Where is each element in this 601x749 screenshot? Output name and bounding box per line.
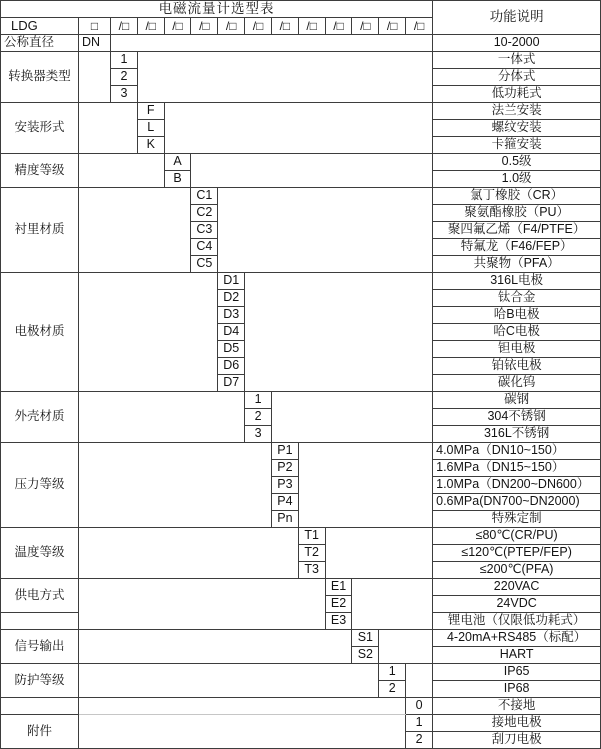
desc-cell: 钽电极 (433, 341, 601, 358)
desc-cell: 0.5级 (433, 154, 601, 171)
spacer-cell (164, 103, 432, 154)
desc-cell: 分体式 (433, 69, 601, 86)
section-label: 附件 (1, 715, 79, 749)
desc-cell: 法兰安装 (433, 103, 601, 120)
code-cell: E2 (325, 596, 352, 613)
code-cell: D2 (218, 290, 245, 307)
code-cell: K (137, 137, 164, 154)
code-cell: T2 (298, 545, 325, 562)
section-label: 转换器类型 (1, 52, 79, 103)
section-label: 压力等级 (1, 443, 79, 528)
spacer-cell (79, 443, 272, 528)
desc-cell: 共聚物（PFA） (433, 256, 601, 273)
model-code-slot: /□ (325, 18, 352, 35)
desc-cell: 碳钢 (433, 392, 601, 409)
desc-cell: 卡箍安装 (433, 137, 601, 154)
desc-cell: 不接地 (433, 698, 601, 715)
desc-cell: 哈C电极 (433, 324, 601, 341)
code-cell: B (164, 171, 191, 188)
desc-cell: 接地电极 (433, 715, 601, 732)
code-cell: D7 (218, 375, 245, 392)
desc-cell: HART (433, 647, 601, 664)
spacer-cell (298, 443, 432, 528)
model-code-slot: /□ (406, 18, 433, 35)
code-cell: DN (79, 35, 111, 52)
model-code-slot: /□ (271, 18, 298, 35)
desc-cell: 刮刀电极 (433, 732, 601, 749)
spacer-cell (79, 392, 245, 443)
desc-cell: 1.6MPa（DN15~150） (433, 460, 601, 477)
code-cell: P3 (271, 477, 298, 494)
spacer-cell (191, 154, 433, 188)
desc-cell: 铂铱电极 (433, 358, 601, 375)
section-label: 外壳材质 (1, 392, 79, 443)
code-cell: T3 (298, 562, 325, 579)
code-cell: 2 (406, 732, 433, 749)
empty-label-cell (1, 613, 79, 630)
desc-cell: 304不锈钢 (433, 409, 601, 426)
code-cell: D1 (218, 273, 245, 290)
section-label: 公称直径 (1, 35, 79, 52)
code-cell: D3 (218, 307, 245, 324)
desc-cell: 聚氨酯橡胶（PU） (433, 205, 601, 222)
code-cell: C2 (191, 205, 218, 222)
spacer-cell (79, 528, 299, 579)
desc-cell: ≤80℃(CR/PU) (433, 528, 601, 545)
desc-cell: 24VDC (433, 596, 601, 613)
code-cell: C5 (191, 256, 218, 273)
desc-cell: 特氟龙（F46/FEP） (433, 239, 601, 256)
model-code-slot: /□ (137, 18, 164, 35)
section-label: 衬里材质 (1, 188, 79, 273)
model-code-slot: /□ (164, 18, 191, 35)
model-code-slot: /□ (218, 18, 245, 35)
spacer-cell (111, 35, 433, 52)
desc-cell: 特殊定制 (433, 511, 601, 528)
code-cell: 3 (111, 86, 138, 103)
desc-cell: 0.6MPa(DN700~DN2000) (433, 494, 601, 511)
empty-label-cell (1, 698, 79, 715)
desc-cell: 1.0MPa（DN200~DN600） (433, 477, 601, 494)
code-cell: P4 (271, 494, 298, 511)
desc-cell: 4-20mA+RS485（标配） (433, 630, 601, 647)
desc-cell: IP68 (433, 681, 601, 698)
spacer-cell (79, 52, 111, 103)
desc-cell: 10-2000 (433, 35, 601, 52)
code-cell: C1 (191, 188, 218, 205)
spacer-cell (218, 188, 433, 273)
code-cell: 3 (245, 426, 272, 443)
function-description-header: 功能说明 (433, 1, 601, 35)
model-code-slot: /□ (191, 18, 218, 35)
section-label: 温度等级 (1, 528, 79, 579)
desc-cell: 4.0MPa（DN10~150） (433, 443, 601, 460)
desc-cell: 316L电极 (433, 273, 601, 290)
code-cell: D5 (218, 341, 245, 358)
model-code-slot: /□ (352, 18, 379, 35)
section-label: 安装形式 (1, 103, 79, 154)
desc-cell: 哈B电极 (433, 307, 601, 324)
spacer-cell (325, 528, 433, 579)
desc-cell: 钛合金 (433, 290, 601, 307)
model-prefix: LDG (1, 18, 79, 35)
spacer-cell (79, 103, 138, 154)
model-code-slot: /□ (245, 18, 272, 35)
desc-cell: 220VAC (433, 579, 601, 596)
spacer-cell (245, 273, 433, 392)
section-label: 电极材质 (1, 273, 79, 392)
code-cell: E3 (325, 613, 352, 630)
desc-cell: ≤120℃(PTEP/FEP) (433, 545, 601, 562)
code-cell: 2 (245, 409, 272, 426)
spacer-cell (79, 579, 326, 630)
code-cell: S2 (352, 647, 379, 664)
desc-cell: 碳化钨 (433, 375, 601, 392)
desc-cell: 螺纹安装 (433, 120, 601, 137)
desc-cell: 氯丁橡胶（CR） (433, 188, 601, 205)
code-cell: L (137, 120, 164, 137)
spacer-cell (379, 630, 433, 664)
spacer-cell (79, 273, 218, 392)
spacer-cell (79, 154, 165, 188)
model-base-slot: □ (79, 18, 111, 35)
model-code-slot: /□ (379, 18, 406, 35)
desc-cell: 锂电池（仅限低功耗式） (433, 613, 601, 630)
code-cell: E1 (325, 579, 352, 596)
section-label: 精度等级 (1, 154, 79, 188)
desc-cell: 低功耗式 (433, 86, 601, 103)
desc-cell: 一体式 (433, 52, 601, 69)
code-cell: 1 (245, 392, 272, 409)
code-cell: 2 (379, 681, 406, 698)
desc-cell: 316L不锈钢 (433, 426, 601, 443)
spacer-cell (79, 664, 379, 698)
desc-cell: 聚四氟乙烯（F4/PTFE） (433, 222, 601, 239)
code-cell: T1 (298, 528, 325, 545)
spacer-cell (79, 188, 191, 273)
code-cell: F (137, 103, 164, 120)
model-code-slot: /□ (111, 18, 138, 35)
code-cell: 0 (406, 698, 433, 715)
desc-cell: 1.0级 (433, 171, 601, 188)
code-cell: 2 (111, 69, 138, 86)
section-label: 供电方式 (1, 579, 79, 613)
spacer-cell (352, 579, 433, 630)
desc-cell: ≤200℃(PFA) (433, 562, 601, 579)
table-title: 电磁流量计选型表 (1, 1, 433, 18)
spacer-cell (137, 52, 432, 103)
spacer-cell (79, 698, 406, 715)
code-cell: D4 (218, 324, 245, 341)
desc-cell: IP65 (433, 664, 601, 681)
spacer-cell (79, 630, 352, 664)
section-label: 防护等级 (1, 664, 79, 698)
code-cell: 1 (406, 715, 433, 732)
spacer-cell (79, 715, 406, 749)
code-cell: D6 (218, 358, 245, 375)
section-label: 信号输出 (1, 630, 79, 664)
code-cell: P1 (271, 443, 298, 460)
spacer-cell (271, 392, 432, 443)
spacer-cell (406, 664, 433, 698)
code-cell: 1 (379, 664, 406, 681)
code-cell: C3 (191, 222, 218, 239)
code-cell: P2 (271, 460, 298, 477)
code-cell: S1 (352, 630, 379, 647)
model-code-slot: /□ (298, 18, 325, 35)
code-cell: Pn (271, 511, 298, 528)
code-cell: 1 (111, 52, 138, 69)
code-cell: C4 (191, 239, 218, 256)
code-cell: A (164, 154, 191, 171)
